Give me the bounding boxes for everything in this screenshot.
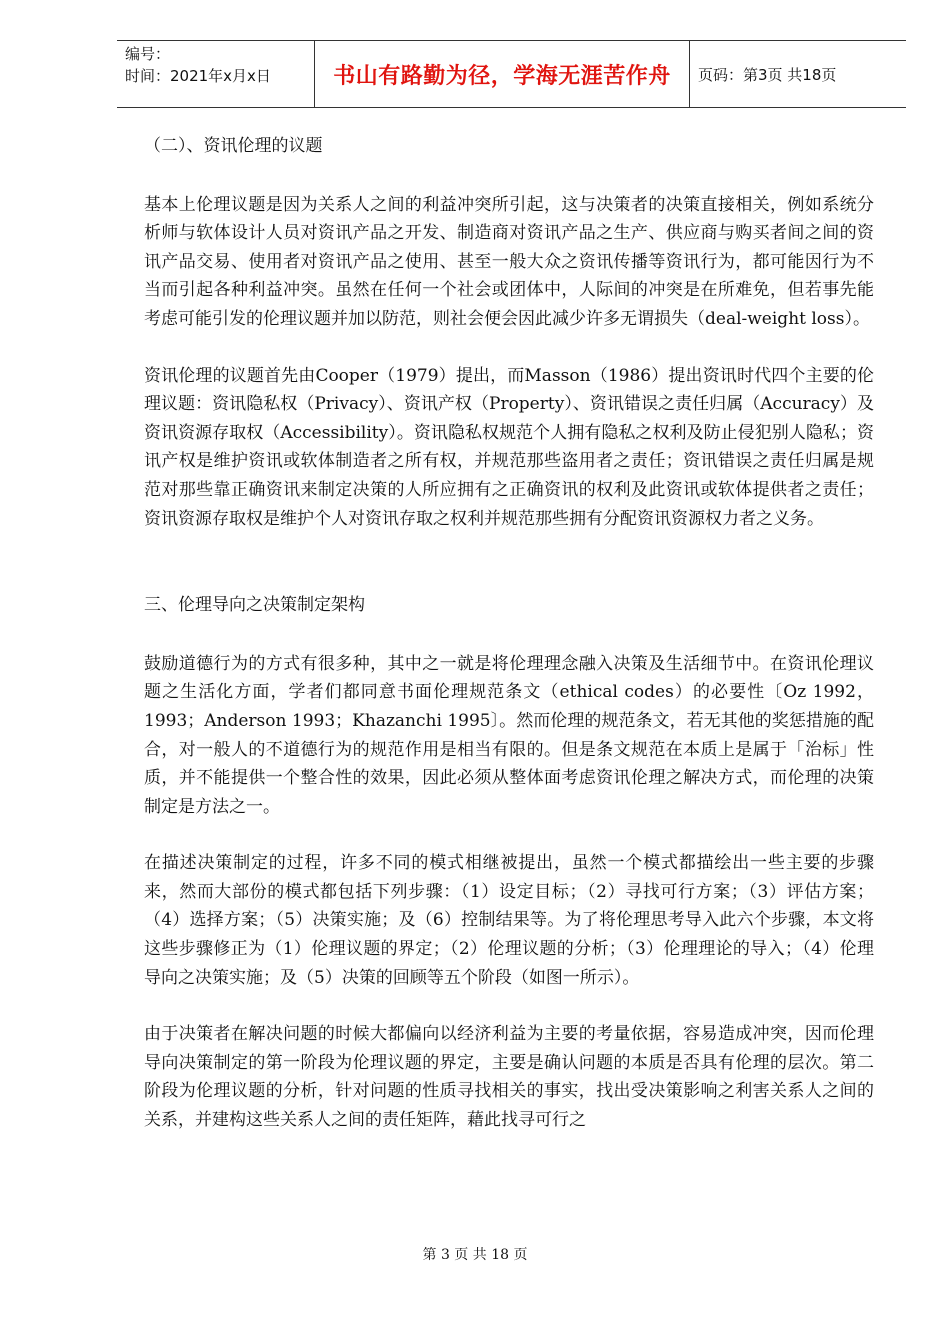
header-meta <box>117 41 315 107</box>
section-heading-decision-framework: 三、伦理导向之决策制定架构 <box>144 595 365 616</box>
paragraph: 基本上伦理议题是因为关系人之间的利益冲突所引起，这与决策者的决策直接相关，例如系统分析师与软体设计人员对资讯产品之开发、制造商对资讯产品之生产、供应商与购买者间之间的资讯产品交易、使用者对资讯产品之使用、甚至一般大众之资讯传播等资讯行为，都可能因行为不当而引起各种利益冲突。虽然在任何一个社会或团体中，人际间的冲突是在所难免，但若事先能考虑可能引发的伦理议题并加以防范，则社会便会因此减少许多无谓损失（deal-weight loss）。 <box>144 194 874 329</box>
document-number-label: 编号： <box>125 45 171 63</box>
section-heading-information-ethics-issues: （二）、资讯伦理的议题 <box>144 136 323 156</box>
paragraph: 鼓励道德行为的方式有很多种，其中之一就是将伦理理念融入决策及生活细节中。在资讯伦理议题之生活化方面，学者们都同意书面伦理规范条文（ethical codes）的必要性〔Oz 1992，1993；Anderson 1993；Khazanchi 1995〕。然而伦理的规范条文，若无其他的奖惩措施的配合，对一般人的不道德行为的规范作用是相当有限的。但是条文规范在本质上是属于「治标」性质，并不能提供一个整合性的效果，因此必须从整体面考虑资讯伦理之解决方式，而伦理的决策制定是方法之一。 <box>144 653 874 817</box>
header-page-number: 页码：第3页 共18页 <box>698 65 837 84</box>
header-motto: 书山有路勤为径，学海无涯苦作舟 <box>315 41 690 107</box>
document-time-label: 时间：2021年x月x日 <box>125 67 271 85</box>
paragraph: 由于决策者在解决问题的时候大都偏向以经济利益为主要的考量依据，容易造成冲突，因而伦理导向决策制定的第一阶段为伦理议题的界定，主要是确认问题的本质是否具有伦理的层次。第二阶段为伦理议题的分析，针对问题的性质寻找相关的事实，找出受决策影响之利害关系人之间的关系，并建构这些关系人之间的责任矩阵，藉此找寻可行之 <box>144 1024 874 1131</box>
paragraph: 在描述决策制定的过程，许多不同的模式相继被提出，虽然一个模式都描绘出一些主要的步骤来，然而大部份的模式都包括下列步骤：（1）设定目标；（2）寻找可行方案；（3）评估方案；（4）选择方案；（5）决策实施；及（6）控制结果等。为了将伦理思考导入此六个步骤，本文将这些步骤修正为（1）伦理议题的界定；（2）伦理议题的分析；（3）伦理理论的导入；（4）伦理导向之决策实施；及（5）决策的回顾等五个阶段（如图一所示）。 <box>144 853 874 988</box>
page-header <box>117 40 906 108</box>
paragraph: 资讯伦理的议题首先由Cooper（1979）提出，而Masson（1986）提出资讯时代四个主要的伦理议题：资讯隐私权（Privacy）、资讯产权（Property）、资讯错误之责任归属（Accuracy）及资讯资源存取权（Accessibility）。资讯隐私权规范个人拥有隐私之权利及防止侵犯别人隐私；资讯产权是维护资讯或软体制造者之所有权，并规范那些盗用者之责任；资讯错误之责任归属是规范对那些靠正确资讯来制定决策的人所应拥有之正确资讯的权利及此资讯或软体提供者之责任；资讯资源存取权是维护个人对资讯存取之权利并规范那些拥有分配资讯资源权力者之义务。 <box>144 365 874 529</box>
page-footer-number: 第 3 页 共 18 页 <box>422 1247 528 1263</box>
document-body <box>144 132 874 1135</box>
